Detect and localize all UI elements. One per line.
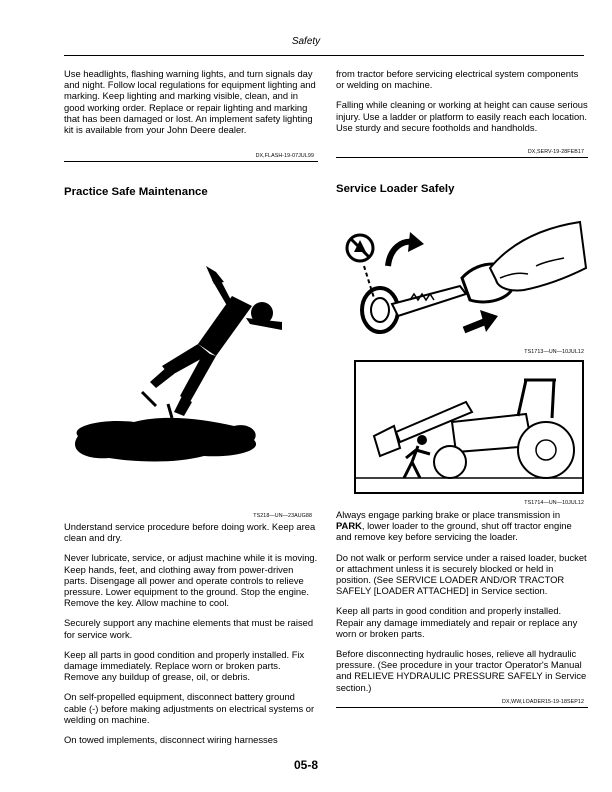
header-divider (64, 55, 584, 56)
falling-man-illustration (64, 206, 318, 506)
page-header-title: Safety (291, 36, 321, 47)
maintenance-paragraphs (64, 521, 318, 754)
loader-illustration (354, 360, 584, 494)
servicing-para: Falling while cleaning or working at height can cause serious injury. Use a ladder or platform to easily reach each location. Use sturdy and secure footholds and handholds. (336, 99, 588, 133)
key-figure-ref: TS1713—UN—10JUL12 (524, 349, 584, 355)
loader-para: Before disconnecting hydraulic hoses, relieve all hydraulic pressure. (See procedure in your tractor Operator's Manual and RELIEVE HYDRAULIC PRESSURE SAFELY in Service section.) (336, 648, 587, 693)
loader-bucket (374, 426, 400, 456)
ignition-switch (362, 288, 398, 332)
key-blade (392, 286, 466, 316)
rear-wheel (518, 422, 574, 478)
maintenance-para: Keep all parts in good condition and properly installed. Fix damage immediately. Replace worn or broken parts. Remove any buildup of grease, oil, or debris. (64, 648, 305, 683)
maintenance-para: On self-propelled equipment, disconnect battery ground cable (-) before making adjustments on electrical systems or welding on machine. (64, 691, 315, 725)
puddle-shape (75, 418, 256, 462)
person-head (417, 435, 427, 445)
maintenance-para: Understand service procedure before doing work. Keep area clean and dry. (64, 521, 316, 544)
figure-foot-left (150, 366, 174, 388)
park-text-before: Always engage parking brake or place transmission in (336, 509, 561, 520)
maintenance-para: Never lubricate, service, or adjust machine while it is moving. Keep hands, feet, and clothing away from power-driven parts. Disengage all power and operate controls to relieve pressure. Lower equipment to the ground. Stop the engine. Remove the key. Allow machine to cool. (64, 552, 318, 609)
loader-para: Do not walk or perform service under a raised loader, bucket or attachment unless it is securely blocked or held in position. (See SERVICE LOADER AND/OR TRACTOR SAFELY [LOADER ATTACHED] in Service section. (336, 551, 587, 597)
servicing-paragraphs (336, 68, 588, 142)
maintenance-para: On towed implements, disconnect wiring harnesses (64, 734, 278, 746)
motion-line (168, 404, 172, 418)
park-text-after: , lower loader to the ground, shut off tractor engine and remove key before servicing the loader. (336, 520, 572, 543)
pull-arrow (464, 322, 484, 330)
lighting-ref: DX,FLASH-19-07JUL99 (255, 153, 314, 159)
loader-heading: Service Loader Safely (336, 183, 455, 195)
lighting-divider (64, 161, 318, 162)
servicing-para: from tractor before servicing electrical system components or welding on machine. (336, 68, 579, 91)
maintenance-heading: Practice Safe Maintenance (64, 186, 208, 198)
maintenance-figure-ref: TS218—UN—23AUG88 (253, 513, 312, 519)
servicing-divider (336, 157, 588, 158)
figure-hand-up (206, 266, 224, 284)
loader-figure-ref: TS1714—UN—10JUL12 (524, 500, 584, 506)
loader-divider (336, 707, 588, 708)
motion-line (142, 392, 156, 406)
hand (490, 222, 586, 291)
person-body (404, 446, 430, 478)
loader-ref: DX,WW,LOADER15-19-18SEP12 (502, 699, 584, 705)
lighting-text: Use headlights, flashing warning lights, and turn signals day and night. Follow local regulations for equipment lighting and marking. Keep lighting and marking visible, clean, and in good working order. Replace or repair lighting and marking that has been damaged or lost. An implement safety lighting kit is available from your John Deere dealer. (64, 68, 316, 136)
loader-para-park (336, 509, 588, 543)
lighting-paragraph (64, 68, 318, 144)
maintenance-para: Securely support any machine elements that must be raised for service work. (64, 617, 314, 640)
loader-para: Keep all parts in good condition and properly installed. Repair any damage immediately and repair or replace any worn or broken parts. (336, 605, 578, 639)
figure-torso (198, 296, 252, 356)
loader-paragraphs (336, 509, 588, 702)
key-removal-illustration (340, 208, 588, 348)
page-number: 05-8 (293, 758, 319, 772)
front-wheel (434, 446, 466, 478)
servicing-ref: DX,SERV-19-28FEB17 (527, 149, 584, 155)
park-keyword: PARK (336, 520, 362, 532)
